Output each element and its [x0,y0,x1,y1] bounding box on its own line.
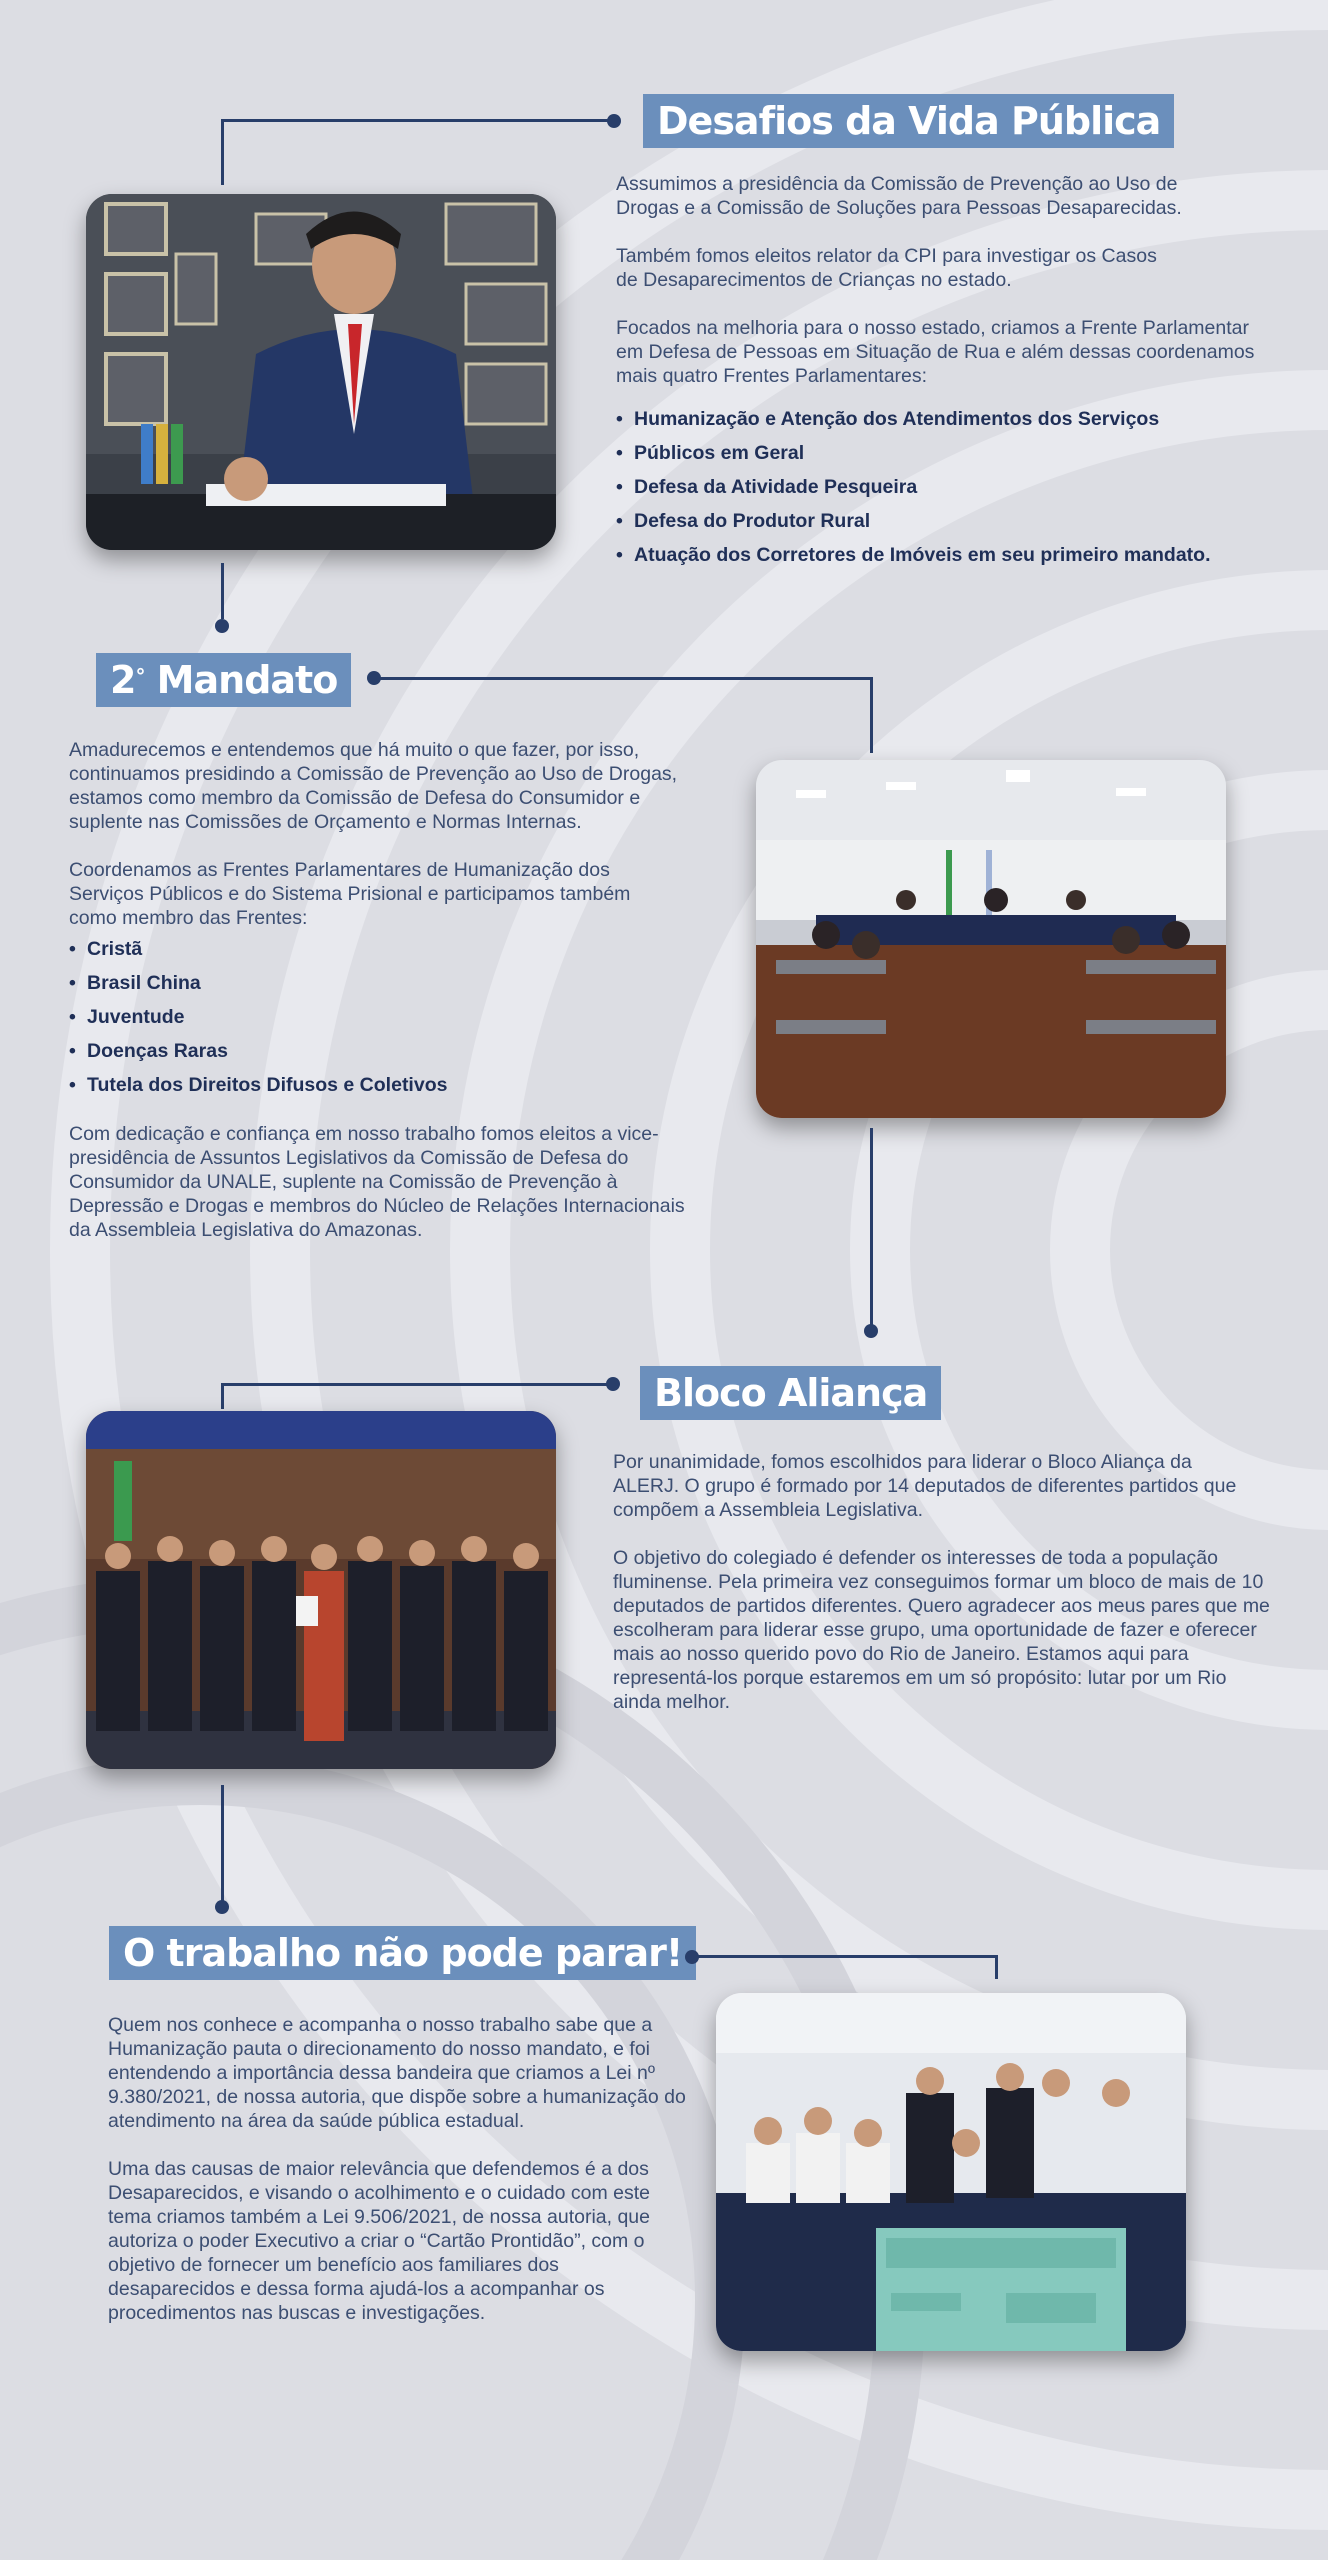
title-word: Mandato [144,658,338,702]
list-item: • Atuação dos Corretores de Imóveis em seu primeiro mandato. [616,538,1256,572]
office-signing-photo [86,194,556,550]
paragraph: Com dedicação e confiança em nosso trabalho fomos eleitos a vice-presidência de Assuntos Legislativos da Comissão de Defesa do Consumidor da UNALE, suplente na Comissão de Prevenção à Depressão e Drogas e membros do Núcleo de Relações Internacionais da Assembleia Legislativa do Amazonas. [69,1123,685,1241]
paragraph: Coordenamos as Frentes Parlamentares de Humanização dos Serviços Públicos e do Sistema Prisional e participamos também como membro das Frentes: [69,859,631,929]
connector-line [696,1955,998,1958]
list-item: • Defesa do Produtor Rural [616,504,1256,538]
paragraph: Por unanimidade, fomos escolhidos para liderar o Bloco Aliança da ALERJ. O grupo é formado por 14 deputados de diferentes partidos que compõem a Assembleia Legislativa. [613,1451,1237,1521]
list-item: • Tutela dos Direitos Difusos e Coletivos [69,1068,679,1102]
paragraph: O objetivo do colegiado é defender os interesses de toda a população fluminense. Pela primeira vez conseguimos formar um bloco de mais de 10 deputados de partidos diferentes. Quero agradecer aos meus pares que me escolheram para liderar esse grupo, uma oportunidade de fazer e oferecer mais ao nosso querido povo do Rio de Janeiro. Estamos aqui para representá-los porque estaremos em um só propósito: lutar por um Rio ainda melhor. [613,1547,1270,1713]
section-text-bloco [613,1450,1273,1738]
connector-line [221,119,619,122]
list [616,402,1256,572]
section-text-desafios [616,172,1256,572]
connector-line [378,677,873,680]
section-title-bloco: Bloco Aliança [640,1366,941,1420]
list-item: • Defesa da Atividade Pesqueira [616,470,1256,504]
list-item: • Juventude [69,1000,679,1034]
paragraph: Focados na melhoria para o nosso estado, criamos a Frente Parlamentar em Defesa de Pessoas em Situação de Rua e além dessas coordenamos mais quatro Frentes Parlamentares: [616,317,1255,387]
connector-dot [215,619,229,633]
list-item: • Brasil China [69,966,679,1000]
connector-line [995,1955,998,1979]
list-item: • Cristã [69,932,679,966]
connector-line [221,563,224,619]
paragraph: Assumimos a presidência da Comissão de Prevenção ao Uso de Drogas e a Comissão de Soluções para Pessoas Desaparecidas. [616,173,1182,219]
section-title-mandato [96,653,351,707]
list-item: • Humanização e Atenção dos Atendimentos dos Serviços [616,402,1256,436]
plenary-session-photo [756,760,1226,1118]
paragraph: Quem nos conhece e acompanha o nosso trabalho sabe que a Humanização pauta o direcionamento do nosso mandato, e foi entendendo a importância dessa bandeira que criamos a Lei nº 9.380/2021, de nossa autoria, que dispõe sobre a humanização do atendimento na área da saúde pública estadual. [108,2014,686,2132]
group-photo [86,1411,556,1769]
list-item: • Doenças Raras [69,1034,679,1068]
title-number: 2 [110,658,136,702]
connector-line [870,1128,873,1328]
connector-dot [215,1900,229,1914]
section-title-trabalho: O trabalho não pode parar! [109,1926,696,1980]
connector-dot [864,1324,878,1338]
connector-dot [606,1377,620,1391]
connector-line [221,1785,224,1905]
section-text-trabalho [108,2013,688,2349]
list [69,932,679,1102]
connector-line [221,1383,224,1409]
title-degree: ° [135,664,145,688]
list-item: • Públicos em Geral [616,436,1256,470]
section-title-desafios: Desafios da Vida Pública [643,94,1174,148]
paragraph: Amadurecemos e entendemos que há muito o que fazer, por isso, continuamos presidindo a Comissão de Prevenção ao Uso de Drogas, estamos como membro da Comissão de Defesa do Consumidor e suplente nas Comissões de Orçamento e Normas Internas. [69,739,678,833]
paragraph: Uma das causas de maior relevância que defendemos é a dos Desaparecidos, e visando o acolhimento e o cuidado com este tema criamos também a Lei 9.506/2021, de nossa autoria, que autoriza o poder Executivo a criar o “Cartão Prontidão”, com o objetivo de fornecer um benefício aos familiares dos desaparecidos e dessa forma ajudá-los a acompanhar os procedimentos nas buscas e investigações. [108,2158,650,2324]
connector-dot [607,114,621,128]
connector-line [221,1383,611,1386]
paragraph: Também fomos eleitos relator da CPI para investigar os Casos de Desaparecimentos de Crianças no estado. [616,245,1157,291]
banner-meeting-photo [716,1993,1186,2351]
connector-line [870,677,873,753]
connector-line [221,119,224,185]
section-text-mandato [69,738,685,1266]
